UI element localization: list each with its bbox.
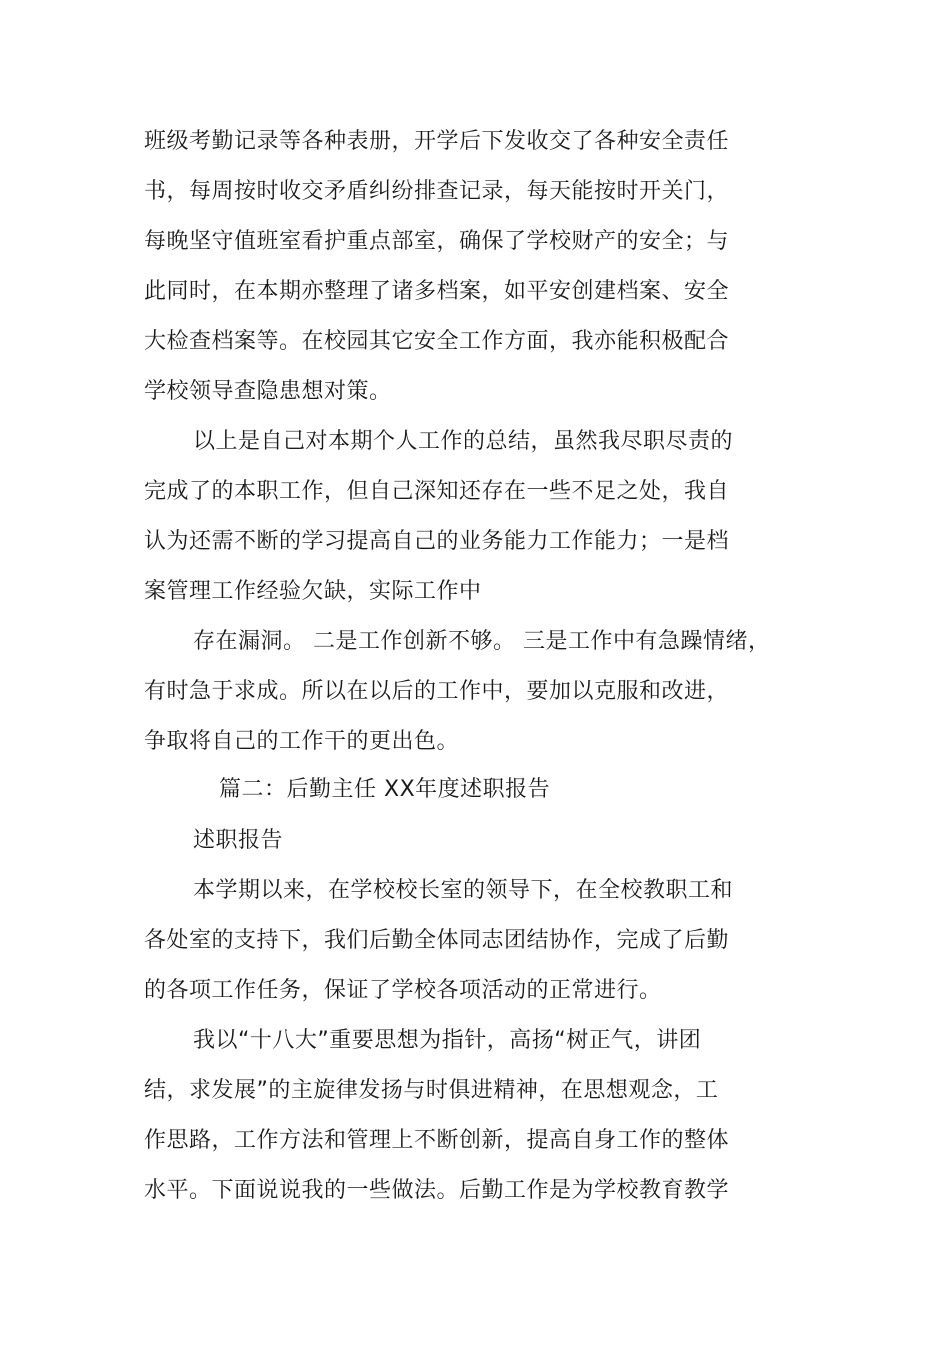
- section-heading: 篇二：后勤主任 XX年度述职报告: [219, 777, 551, 802]
- text-line: 存在漏洞。 二是工作创新不够。 三是工作中有急躁情绪，: [193, 629, 771, 654]
- text-line: 案管理工作经验欠缺，实际工作中: [144, 579, 482, 604]
- text-line: 有时急于求成。所以在以后的工作中，要加以克服和改进，: [144, 679, 730, 704]
- text-line: 书，每周按时收交矛盾纠纷排查记录，每天能按时开关门，: [144, 179, 730, 204]
- text-line: 大检查档案等。在校园其它安全工作方面，我亦能积极配合: [144, 329, 730, 354]
- text-line: 以上是自己对本期个人工作的总结，虽然我尽职尽责的: [193, 429, 734, 454]
- text-line: 学校领导查隐患想对策。: [144, 379, 392, 404]
- text-line: 完成了的本职工作，但自己深知还存在一些不足之处，我自: [144, 479, 730, 504]
- text-line: 结，求发展”的主旋律发扬与时俱进精神，在思想观念，工: [144, 1078, 719, 1103]
- text-line: 此同时，在本期亦整理了诸多档案，如平安创建档案、安全: [144, 279, 730, 304]
- text-line: 水平。下面说说我的一些做法。后勤工作是为学校教育教学: [144, 1178, 730, 1203]
- text-line: 认为还需不断的学习提高自己的业务能力工作能力；一是档: [144, 529, 730, 554]
- text-line: 每晚坚守值班室看护重点部室，确保了学校财产的安全；与: [144, 229, 730, 254]
- text-line: 作思路，工作方法和管理上不断创新，提高自身工作的整体: [144, 1128, 730, 1153]
- text-line: 的各项工作任务，保证了学校各项活动的正常进行。: [144, 978, 662, 1003]
- text-line: 争取将自己的工作干的更出色。: [144, 729, 460, 754]
- text-line: 班级考勤记录等各种表册，开学后下发收交了各种安全责任: [144, 129, 730, 154]
- text-line: 本学期以来，在学校校长室的领导下，在全校教职工和: [193, 878, 734, 903]
- text-line: 我以“十八大”重要思想为指针，高扬“树正气，讲团: [193, 1028, 702, 1053]
- text-line: 各处室的支持下，我们后勤全体同志团结协作，完成了后勤: [144, 928, 730, 953]
- section-subheading: 述职报告: [193, 828, 284, 853]
